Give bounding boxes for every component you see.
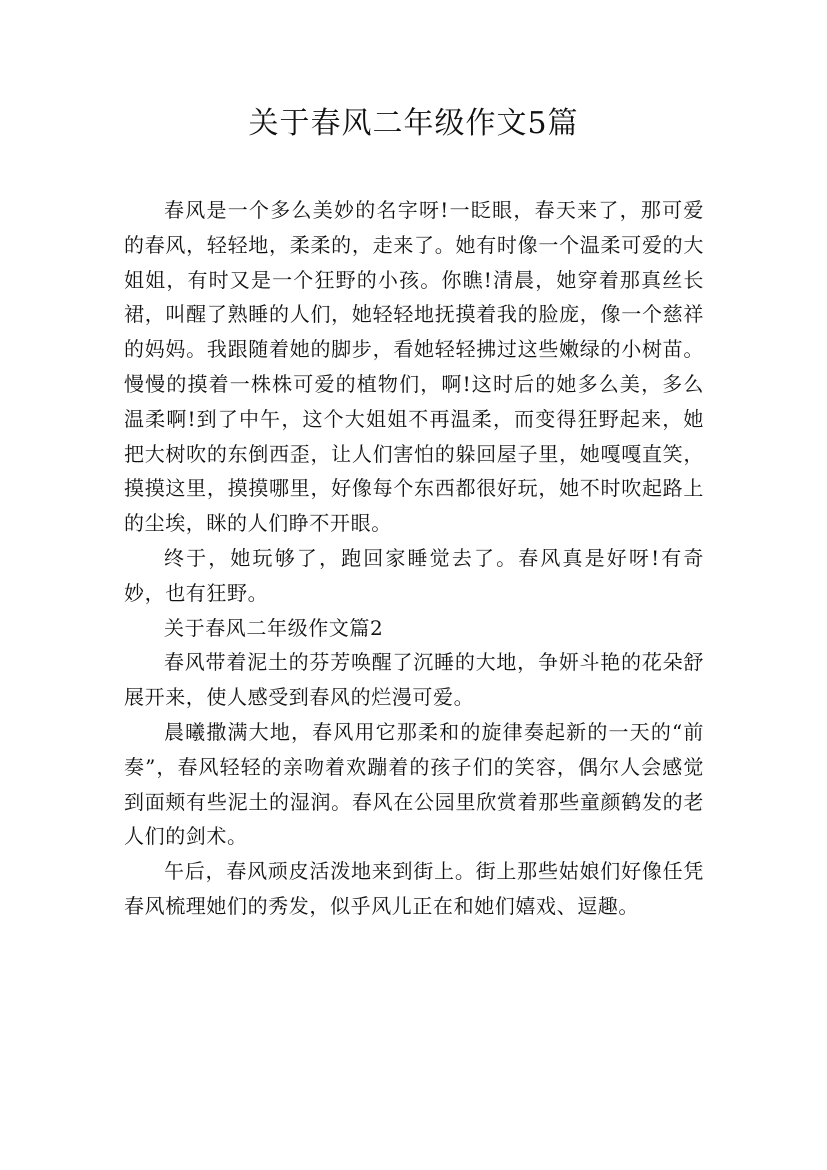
paragraph-5: 午后，春风顽皮活泼地来到街上。街上那些姑娘们好像任凭春风梳理她们的秀发，似乎风儿正在和她们嬉戏、逗趣。: [124, 859, 704, 918]
section-heading-2: 关于春风二年级作文篇2: [164, 615, 384, 640]
document-title: 关于春风二年级作文5篇: [248, 106, 579, 141]
document-body: [124, 193, 704, 924]
paragraph-4: 晨曦撒满大地，春风用它那柔和的旋律奏起新的一天的“前奏”，春风轻轻的亲吻着欢蹦着的孩子们的笑容，偶尔人会感觉到面颊有些泥土的湿润。春风在公园里欣赏着那些童颜鹤发的老人们的剑术。: [124, 719, 704, 849]
paragraph-2: 终于，她玩够了，跑回家睡觉去了。春风真是好呀!有奇妙，也有狂野。: [124, 545, 704, 605]
paragraph-3: 春风带着泥土的芬芳唤醒了沉睡的大地，争妍斗艳的花朵舒展开来，使人感受到春风的烂漫可爱。: [124, 650, 704, 710]
paragraph-1: 春风是一个多么美妙的名字呀!一眨眼，春天来了，那可爱的春风，轻轻地，柔柔的，走来了。她有时像一个温柔可爱的大姐姐，有时又是一个狂野的小孩。你瞧!清晨，她穿着那真丝长裙，叫醒了熟睡的人们，她轻轻地抚摸着我的脸庞，像一个慈祥的妈妈。我跟随着她的脚步，看她轻轻拂过这些嫩绿的小树苗。慢慢的摸着一株株可爱的植物们，啊!这时后的她多么美，多么温柔啊!到了中午，这个大姐姐不再温柔，而变得狂野起来，她把大树吹的东倒西歪，让人们害怕的躲回屋子里，她嘎嘎直笑，摸摸这里，摸摸哪里，好像每个东西都很好玩，她不时吹起路上的尘埃，眯的人们睁不开眼。: [124, 198, 704, 536]
